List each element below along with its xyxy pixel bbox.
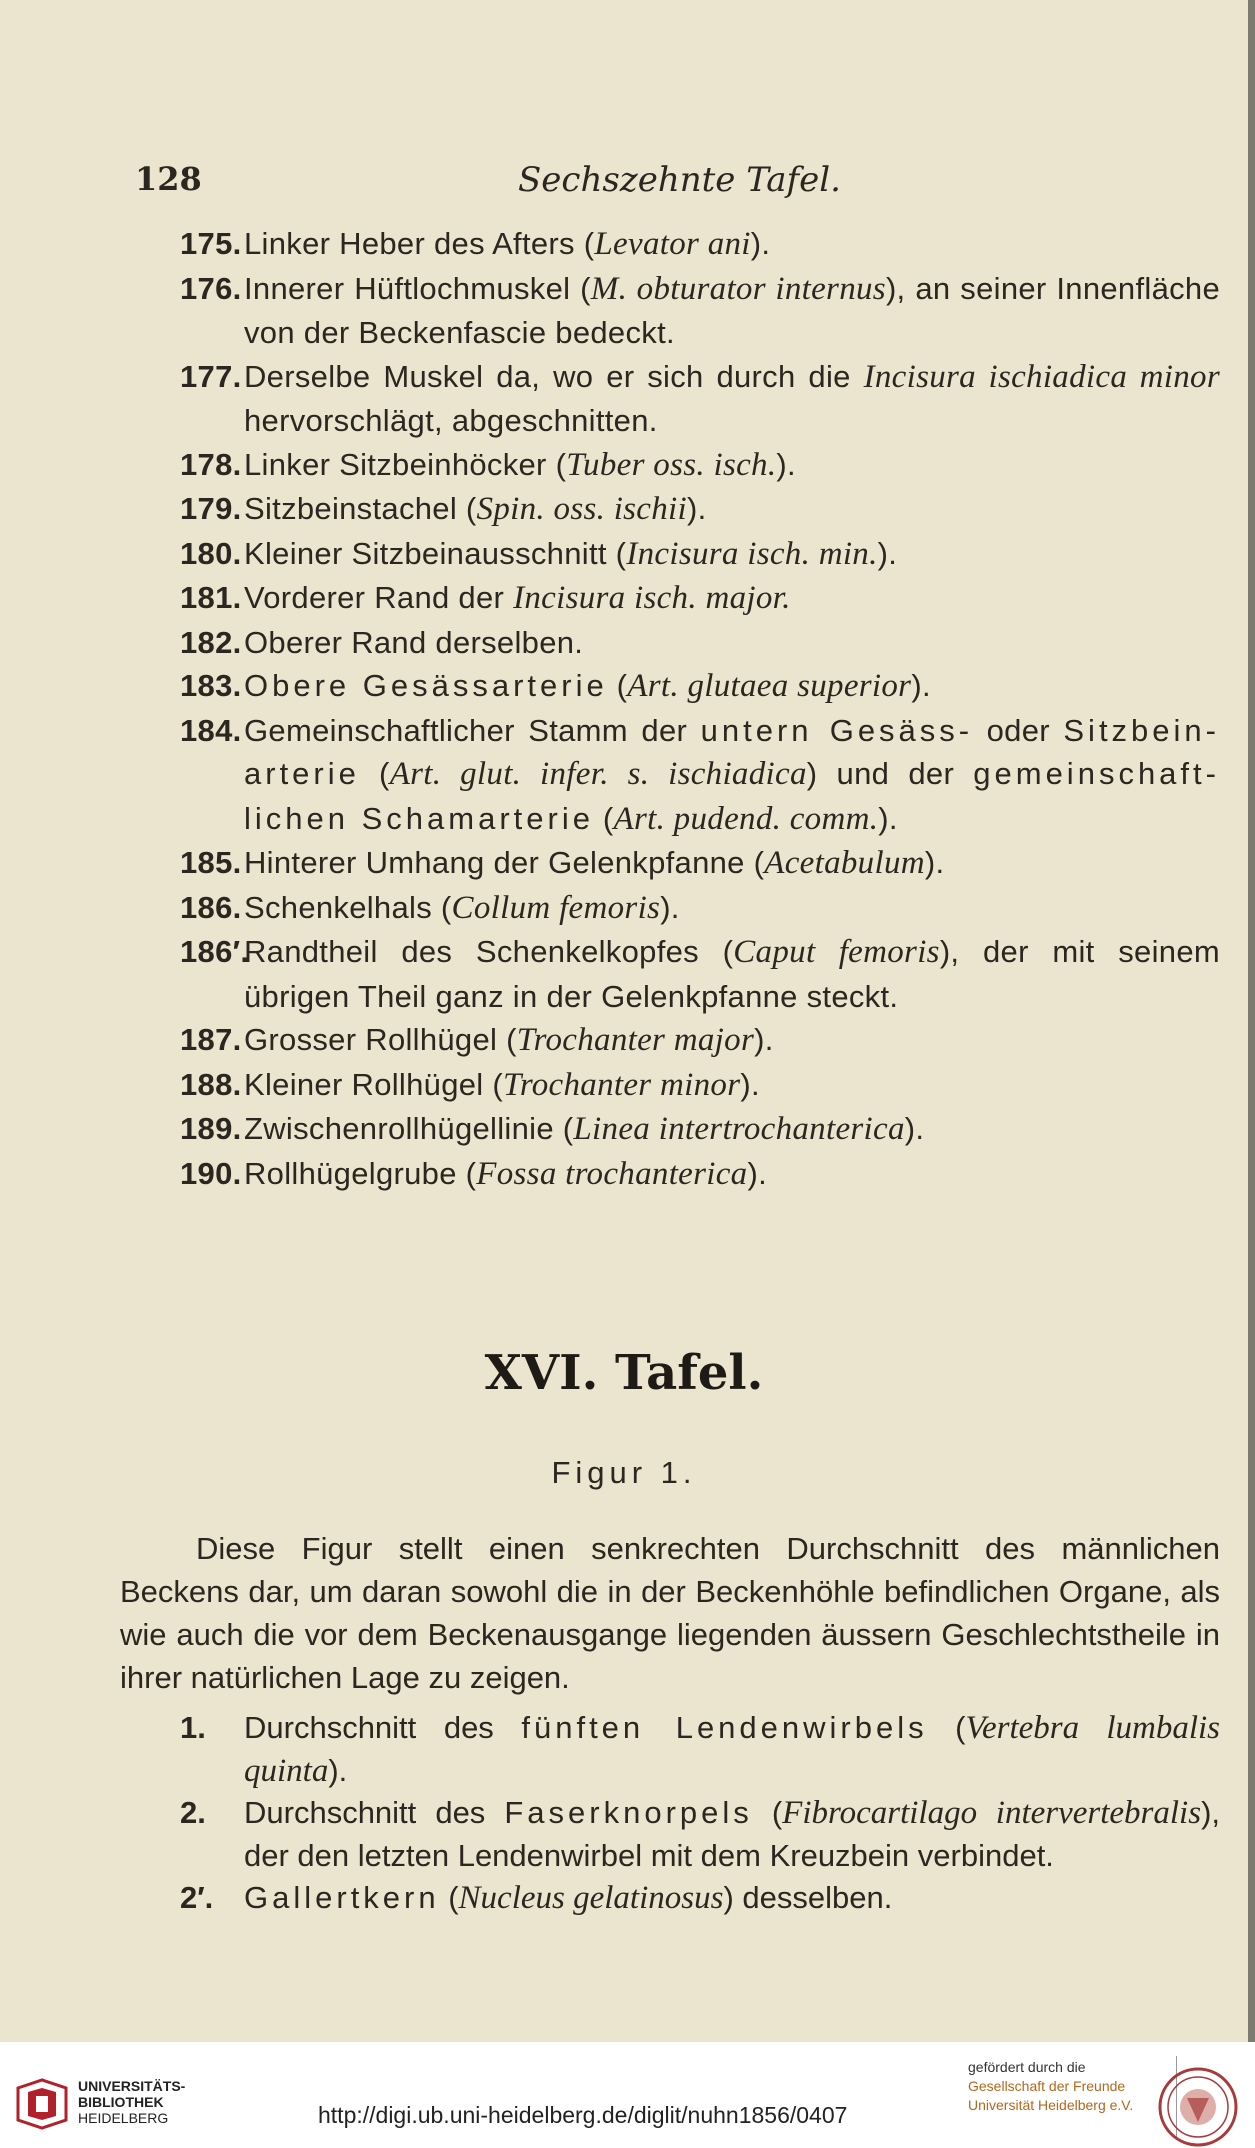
legend-text-run: ). [747,1155,768,1191]
library-name: UNIVERSITÄTS- BIBLIOTHEK HEIDELBERG [78,2078,186,2126]
legend-text [244,886,1220,931]
latin-term: Art. glut. infer. s. ischiadica [389,756,807,792]
legend-text [244,1877,1220,1920]
section-heading: XVI. Tafel. [484,1345,764,1401]
legend-text-run: Grosser Rollhügel ( [244,1022,517,1057]
legend-item [180,532,1220,577]
legend-text-run: ( [439,1880,459,1915]
page-header [0,160,1248,200]
legend-item [180,1707,1220,1792]
legend-item [180,1152,1220,1197]
latin-term: Incisura isch. major. [513,580,791,616]
legend-text-run: ( [607,668,628,703]
legend-text [244,1792,1220,1877]
figure-heading: Figur 1. [551,1455,697,1490]
emphasized-term: Gallertkern [244,1880,440,1915]
latin-term: Art. pudend. comm. [613,800,879,837]
page-edge [1248,0,1255,2042]
latin-term: Trochanter minor [503,1066,741,1103]
legend-number: 178. [180,446,242,482]
legend-text [244,576,1220,621]
legend-text [244,487,1220,532]
legend-number: 2. [180,1795,206,1830]
legend-text [244,709,1220,842]
emphasized-term: fünften Lendenwirbels [521,1710,928,1745]
legend-number: 182. [180,624,242,660]
latin-term: Linea intertrochanterica [573,1111,905,1147]
legend-text-run: Sitzbeinstachel ( [244,491,477,526]
page-number: 128 [135,160,202,198]
legend-number: 190. [180,1155,242,1191]
legend-number: 180. [180,535,242,571]
legend-number: 175. [180,226,242,261]
legend-text-run: ). [660,889,680,925]
legend-text-run: Zwischenrollhügellinie ( [244,1111,574,1146]
latin-term: Trochanter major [516,1022,755,1058]
legend-text-run: Randtheil des Schenkelkopfes ( [244,934,734,969]
legend-number: 185. [180,845,242,880]
legend-text-run: hervorschlägt, abgeschnitten. [244,403,658,438]
legend-text-run: Linker Sitzbeinhöcker ( [244,446,567,482]
legend-text-run: Durchschnitt des [244,1795,505,1830]
legend-text [244,443,1220,488]
legend-text-run: ). [740,1066,760,1102]
legend-text [244,664,1220,709]
legend-item [180,1877,1220,1920]
legend-text [244,267,1220,355]
legend-number: 186. [180,889,242,925]
legend-number: 179. [180,491,242,526]
library-logo-icon [14,2076,70,2132]
sponsor-block: gefördert durch die Gesellschaft der Freunde Universität Heidelberg e.V. [968,2059,1134,2113]
legend-text-run: Schenkelhals ( [244,889,452,925]
legend-item [180,1792,1220,1877]
legend-text-run: Kleiner Sitzbeinausschnitt ( [244,535,627,571]
latin-term: Art. glutaea superior [627,668,912,704]
legend-text-run: Gemeinschaftlicher Stamm der [244,712,701,748]
legend-item [180,1018,1220,1063]
legend-text [244,1107,1220,1152]
legend-item [180,930,1220,1018]
latin-term: Acetabulum [764,845,925,881]
legend-text-run: ), der mit seinem übrigen Theil ganz in der Gelenkpfanne steckt. [244,934,1220,1014]
legend-text-run: ). [878,800,898,836]
legend-text-run: Innerer Hüftlochmuskel ( [244,270,591,306]
legend-item [180,709,1220,842]
legend-number: 188. [180,1066,242,1102]
legend-text-run: ( [752,1795,783,1830]
legend-list [180,222,1220,1196]
legend-text [244,1063,1220,1108]
university-seal-icon [1157,2066,1239,2148]
latin-term: Vertebra lumbalis quinta [244,1710,1221,1789]
legend-text-run: Rollhügelgrube ( [244,1155,477,1191]
legend-item [180,355,1220,443]
legend-text-run: Durchschnitt des [244,1710,522,1745]
legend-text-run: Hinterer Umhang der Gelenkpfanne ( [244,845,765,880]
latin-term: Collum femoris [451,889,661,926]
legend-text-run: ( [927,1710,966,1745]
latin-term: Spin. oss. ischii [476,491,687,527]
latin-term: Incisura ischiadica minor [863,358,1220,395]
legend-text-run: ). [924,845,945,880]
figure-intro: Diese Figur stellt einen senkrechten Durchschnitt des männlichen Beckens dar, um daran sowohl die in der Beckenhöhle befindlichen Organe, als wie auch die vor dem Beckenausgange liegenden äussern Geschlechtstheile in ihrer natürlichen Lage zu zeigen. [120,1531,1220,1695]
legend-number: 176. [180,270,242,306]
legend-text-run: ). [776,446,796,482]
legend-text-run: ). [754,1022,774,1057]
latin-term: Fibrocartilago intervertebralis [782,1795,1202,1831]
legend-number: 1. [180,1710,206,1745]
latin-term: M. obturator internus [590,270,886,307]
legend-text [244,355,1220,443]
emphasized-term: Faserknorpels [504,1795,753,1830]
legend-text [244,532,1220,577]
legend-item [180,267,1220,355]
legend-number: 181. [180,580,242,615]
footer [0,2042,1255,2147]
legend-text [244,930,1220,1018]
emphasized-term: untern Gesäss- [700,712,974,748]
legend-number: 177. [180,358,242,394]
source-url-link[interactable]: http://digi.ub.uni-heidelberg.de/diglit/nuhn1856/0407 [318,2102,848,2128]
legend-item [180,222,1220,267]
legend-text-run: ). [877,535,898,571]
legend-number: 186′. [180,934,250,969]
emphasized-term: Obere Gesässarterie [244,668,608,703]
legend-number: 2′. [180,1880,214,1915]
emphasized-term: gemeinschaft-lichen Schamarterie [244,756,1220,836]
legend-text-run: Derselbe Muskel da, wo er sich durch die [244,358,864,394]
latin-term: Levator ani [594,226,751,262]
latin-term: Tuber oss. isch. [566,446,777,483]
legend-number: 189. [180,1111,242,1146]
latin-term: Caput femoris [733,934,940,970]
legend-text-run: Oberer Rand derselben. [244,624,584,660]
running-title: Sechszehnte Tafel. [518,160,841,200]
legend-text-run: ( [359,756,390,791]
legend-text-run: ( [593,800,614,836]
legend-text-run: ), an seiner Innenfläche von der Beckenfascie bedeckt. [244,270,1220,350]
legend-item [180,886,1220,931]
legend-item [180,841,1220,886]
legend-text [244,841,1220,886]
legend-text-run: ). [328,1752,348,1788]
legend-text-run: Vorderer Rand der [244,580,514,615]
legend-text-run: Linker Heber des Afters ( [244,226,595,261]
latin-term: Nucleus gelatinosus [458,1880,724,1916]
legend-number: 184. [180,712,242,748]
legend-text-run: ). [750,226,771,261]
legend-text [244,222,1220,267]
legend-number: 187. [180,1022,242,1057]
latin-term: Fossa trochanterica [476,1155,748,1192]
legend-text-run: ). [911,668,931,703]
legend-text-run: ), der den letzten Lendenwirbel mit dem Kreuzbein verbindet. [244,1795,1221,1873]
legend-text [244,1152,1220,1197]
legend-item [180,621,1220,665]
legend-text [244,1018,1220,1063]
legend-text [244,1707,1220,1792]
legend-text-run: ) und der [806,756,974,791]
legend-item [180,576,1220,621]
emphasized-term: Sitzbein-arterie [244,712,1220,791]
legend-item [180,1063,1220,1108]
legend-item [180,487,1220,532]
figure-legend-list [180,1707,1220,1920]
legend-text-run: ) desselben. [723,1880,893,1915]
legend-item [180,1107,1220,1152]
legend-text-run: ). [904,1111,925,1146]
legend-text-run: oder [973,712,1064,748]
legend-text-run: ). [687,491,707,526]
legend-text [244,621,1220,665]
latin-term: Incisura isch. min. [626,535,878,572]
legend-text-run: Kleiner Rollhügel ( [244,1066,503,1102]
legend-item [180,664,1220,709]
legend-number: 183. [180,668,242,703]
legend-item [180,443,1220,488]
